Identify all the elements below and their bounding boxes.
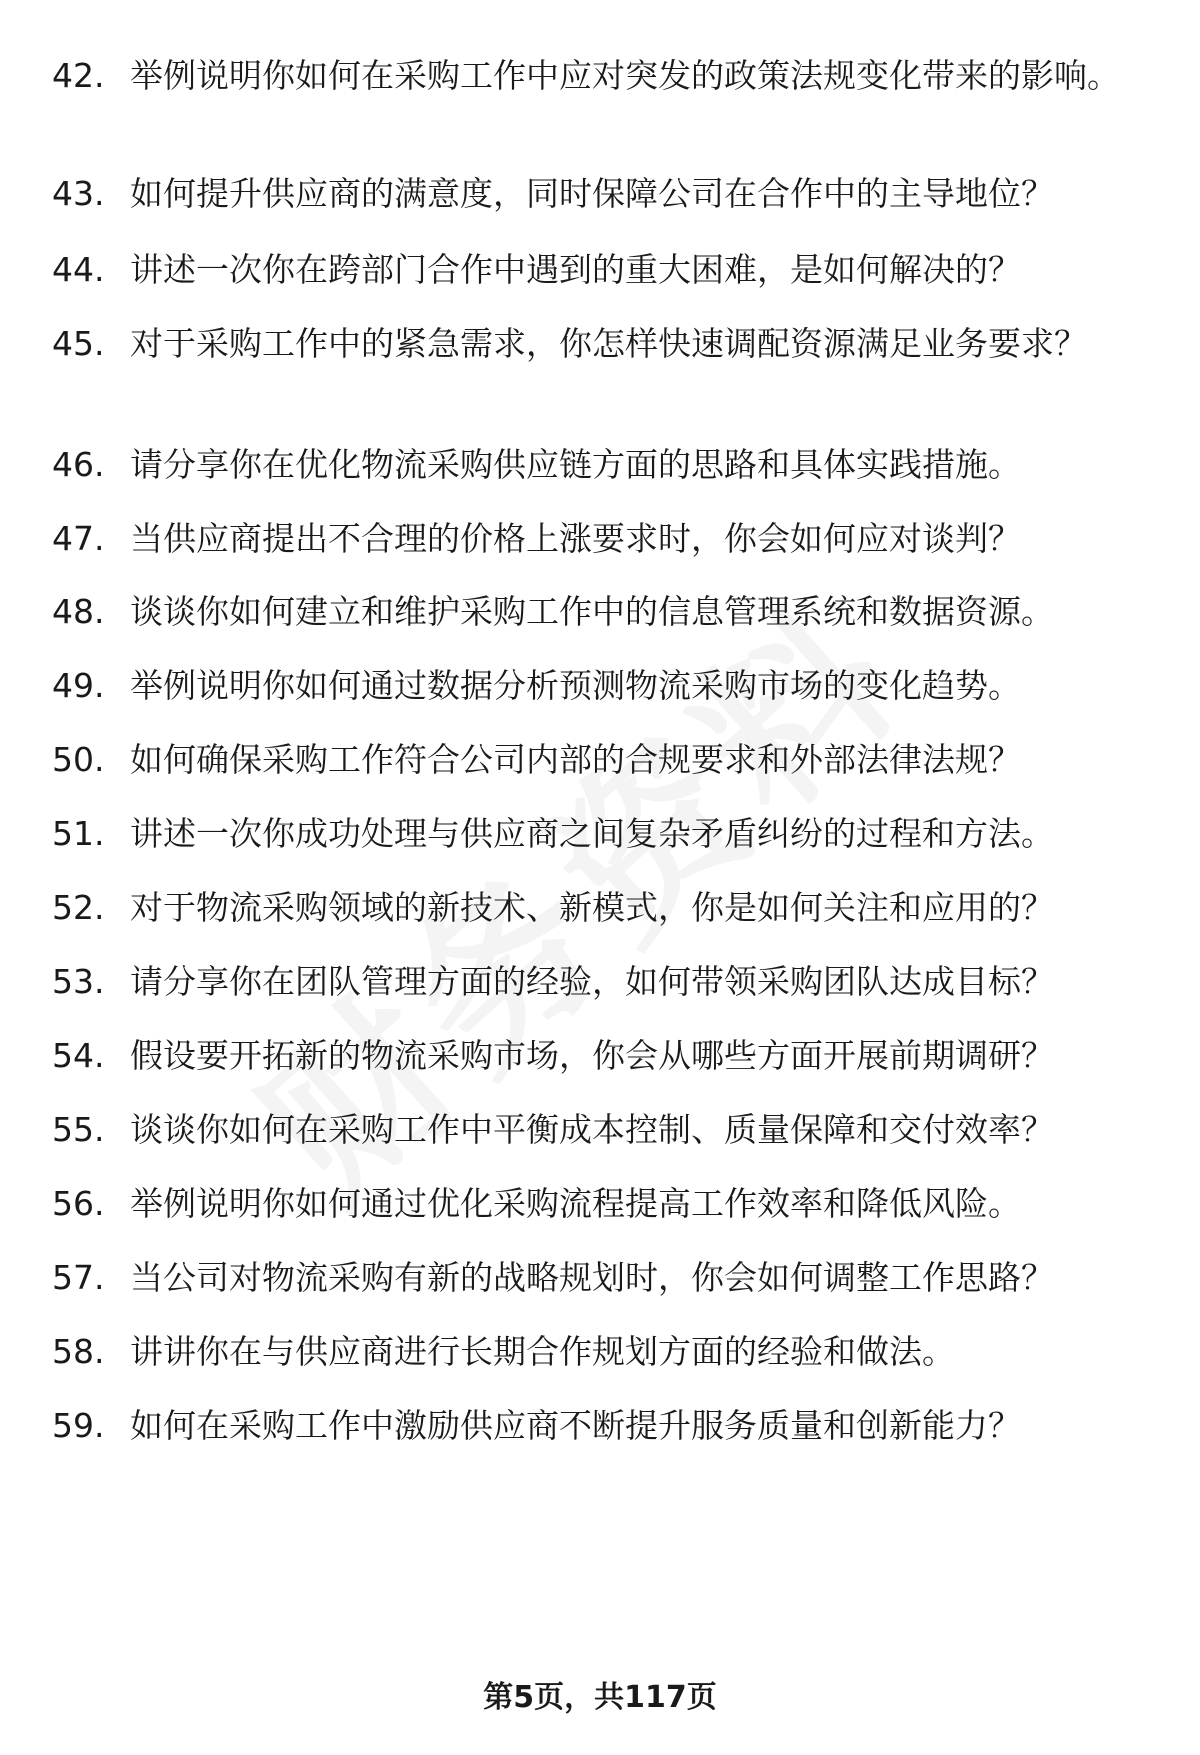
question-number: 44. — [52, 250, 105, 289]
question-text: 如何提升供应商的满意度，同时保障公司在合作中的主导地位？ — [130, 174, 1054, 213]
question-number: 50. — [52, 740, 105, 779]
question-item — [52, 246, 1152, 294]
question-item — [52, 1402, 1152, 1450]
question-text: 举例说明你如何通过数据分析预测物流采购市场的变化趋势。 — [130, 666, 1021, 705]
question-item — [52, 320, 1152, 368]
question-text: 请分享你在团队管理方面的经验，如何带领采购团队达成目标？ — [130, 962, 1054, 1001]
question-number: 59. — [52, 1406, 105, 1445]
question-item — [52, 1180, 1152, 1228]
question-number: 47. — [52, 519, 105, 558]
question-item — [52, 588, 1152, 636]
question-number: 42. — [52, 56, 105, 95]
question-text: 如何确保采购工作符合公司内部的合规要求和外部法律法规？ — [130, 740, 1021, 779]
question-text: 请分享你在优化物流采购供应链方面的思路和具体实践措施。 — [130, 445, 1021, 484]
question-text: 讲述一次你成功处理与供应商之间复杂矛盾纠纷的过程和方法。 — [130, 814, 1054, 853]
question-number: 46. — [52, 445, 105, 484]
page-number: 第5页，共117页 — [483, 1680, 717, 1715]
question-number: 54. — [52, 1036, 105, 1075]
question-text: 对于物流采购领域的新技术、新模式，你是如何关注和应用的？ — [130, 888, 1054, 927]
question-item — [52, 810, 1152, 858]
question-number: 56. — [52, 1184, 105, 1223]
question-item — [52, 1032, 1152, 1080]
question-item — [52, 441, 1152, 489]
question-text: 对于采购工作中的紧急需求，你怎样快速调配资源满足业务要求？ — [130, 324, 1087, 363]
question-item — [52, 884, 1152, 932]
question-text: 讲述一次你在跨部门合作中遇到的重大困难，是如何解决的？ — [130, 250, 1021, 289]
question-number: 48. — [52, 592, 105, 631]
question-item — [52, 52, 1152, 100]
question-number: 52. — [52, 888, 105, 927]
question-number: 53. — [52, 962, 105, 1001]
question-item — [52, 958, 1152, 1006]
question-item — [52, 736, 1152, 784]
question-item — [52, 662, 1152, 710]
question-text: 举例说明你如何通过优化采购流程提高工作效率和降低风险。 — [130, 1184, 1021, 1223]
question-number: 45. — [52, 324, 105, 363]
question-number: 43. — [52, 174, 105, 213]
question-item — [52, 1106, 1152, 1154]
question-number: 55. — [52, 1110, 105, 1149]
question-item — [52, 1328, 1152, 1376]
question-text: 谈谈你如何建立和维护采购工作中的信息管理系统和数据资源。 — [130, 592, 1054, 631]
question-text: 如何在采购工作中激励供应商不断提升服务质量和创新能力？ — [130, 1406, 1021, 1445]
question-text: 谈谈你如何在采购工作中平衡成本控制、质量保障和交付效率？ — [130, 1110, 1054, 1149]
question-text: 当公司对物流采购有新的战略规划时，你会如何调整工作思路？ — [130, 1258, 1054, 1297]
question-number: 49. — [52, 666, 105, 705]
question-item — [52, 170, 1152, 218]
question-text: 讲讲你在与供应商进行长期合作规划方面的经验和做法。 — [130, 1332, 955, 1371]
question-item — [52, 1254, 1152, 1302]
question-text: 当供应商提出不合理的价格上涨要求时，你会如何应对谈判？ — [130, 519, 1021, 558]
question-number: 58. — [52, 1332, 105, 1371]
question-number: 51. — [52, 814, 105, 853]
question-item — [52, 515, 1152, 563]
question-text: 假设要开拓新的物流采购市场，你会从哪些方面开展前期调研？ — [130, 1036, 1054, 1075]
question-text: 举例说明你如何在采购工作中应对突发的政策法规变化带来的影响。 — [130, 56, 1120, 95]
question-number: 57. — [52, 1258, 105, 1297]
